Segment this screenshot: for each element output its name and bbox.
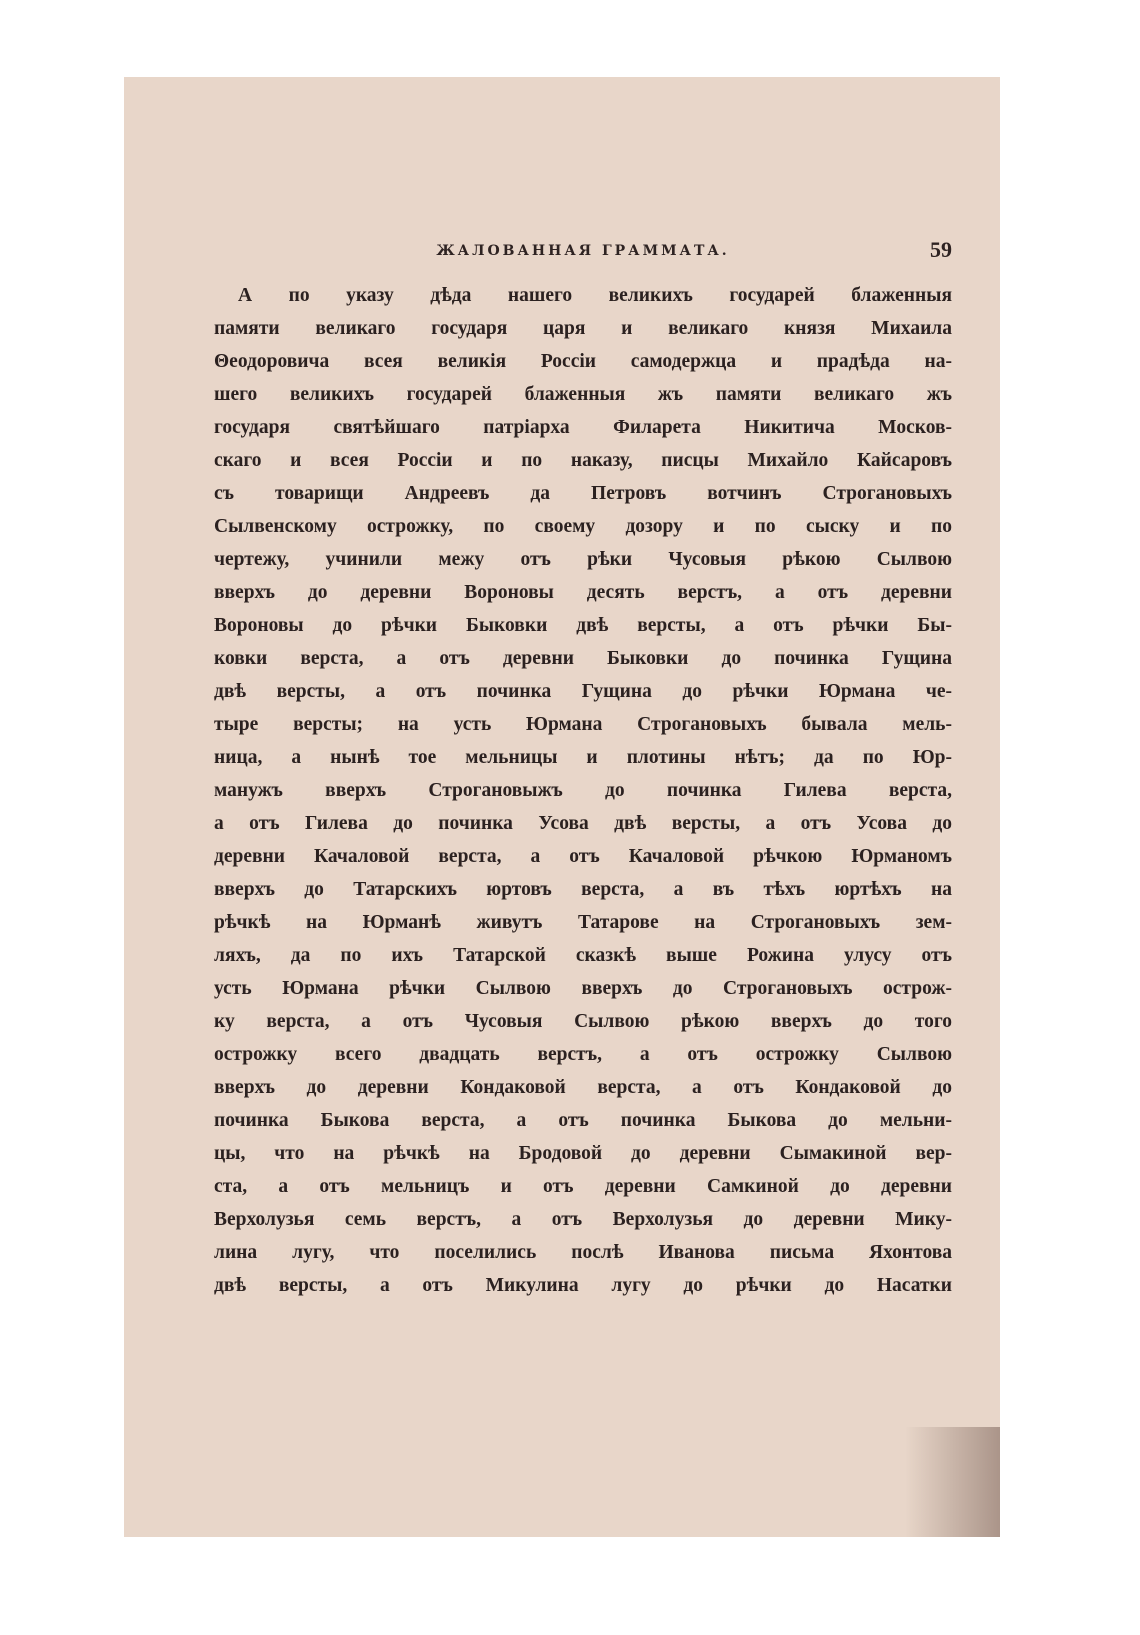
text-line: чертежу, учинили межу отъ рѣки Чусовыя рѣкою Сылвою [214, 549, 952, 570]
text-line: Сылвенскому острожку, по своему дозору и по сыску и по [214, 516, 952, 537]
text-line: скаго и всея Россіи и по наказу, писцы Михайло Кайсаровъ [214, 450, 952, 471]
page-number: 59 [930, 237, 952, 262]
page-edge-shadow [905, 1427, 1000, 1537]
text-line: вверхъ до Татарскихъ юртовъ верста, а въ тѣхъ юртѣхъ на [214, 879, 952, 900]
text-line: починка Быкова верста, а отъ починка Быкова до мельни- [214, 1110, 952, 1131]
text-line: острожку всего двадцать верстъ, а отъ острожку Сылвою [214, 1044, 952, 1065]
text-line: ку верста, а отъ Чусовыя Сылвою рѣкою вверхъ до того [214, 1011, 952, 1032]
text-line: ляхъ, да по ихъ Татарской сказкѣ выше Рожина улусу отъ [214, 945, 952, 966]
text-line: Вороновы до рѣчки Быковки двѣ версты, а отъ рѣчки Бы- [214, 615, 952, 636]
text-line: рѣчкѣ на Юрманѣ живутъ Татарове на Строгановыхъ зем- [214, 912, 952, 933]
text-line: усть Юрмана рѣчки Сылвою вверхъ до Строгановыхъ острож- [214, 978, 952, 999]
body-text [214, 279, 952, 1302]
text-line: памяти великаго государя царя и великаго князя Михаила [214, 318, 952, 339]
scanned-page [124, 77, 1000, 1537]
text-line: цы, что на рѣчкѣ на Бродовой до деревни Сымакиной вер- [214, 1143, 952, 1164]
text-line: двѣ версты, а отъ починка Гущина до рѣчки Юрмана че- [214, 681, 952, 702]
text-line: двѣ версты, а отъ Микулина лугу до рѣчки до Насатки [214, 1275, 952, 1296]
text-line: лина лугу, что поселились послѣ Иванова письма Яхонтова [214, 1242, 952, 1263]
text-line: А по указу дѣда нашего великихъ государей блаженныя [238, 285, 952, 306]
text-line: государя святѣйшаго патріарха Филарета Никитича Москов- [214, 417, 952, 438]
text-line: Верхолузья семь верстъ, а отъ Верхолузья до деревни Мику- [214, 1209, 952, 1230]
text-line: съ товарищи Андреевъ да Петровъ вотчинъ Строгановыхъ [214, 483, 952, 504]
running-title: ЖАЛОВАННАЯ ГРАММАТА. [436, 243, 730, 259]
text-line: а отъ Гилева до починка Усова двѣ версты, а отъ Усова до [214, 813, 952, 834]
text-line: Θеодоровича всея великія Россіи самодержца и прадѣда на- [214, 351, 952, 372]
text-line: тыре версты; на усть Юрмана Строгановыхъ бывала мель- [214, 714, 952, 735]
text-line: ковки верста, а отъ деревни Быковки до починка Гущина [214, 648, 952, 669]
text-line: шего великихъ государей блаженныя жъ памяти великаго жъ [214, 384, 952, 405]
text-line: ница, а нынѣ тое мельницы и плотины нѣтъ; да по Юр- [214, 747, 952, 768]
text-line: ста, а отъ мельницъ и отъ деревни Самкиной до деревни [214, 1176, 952, 1197]
text-line: деревни Качаловой верста, а отъ Качаловой рѣчкою Юрманомъ [214, 846, 952, 867]
text-line: вверхъ до деревни Вороновы десять верстъ, а отъ деревни [214, 582, 952, 603]
running-head [214, 237, 952, 267]
text-line: манужъ вверхъ Строгановыжъ до починка Гилева верста, [214, 780, 952, 801]
text-line: вверхъ до деревни Кондаковой верста, а отъ Кондаковой до [214, 1077, 952, 1098]
